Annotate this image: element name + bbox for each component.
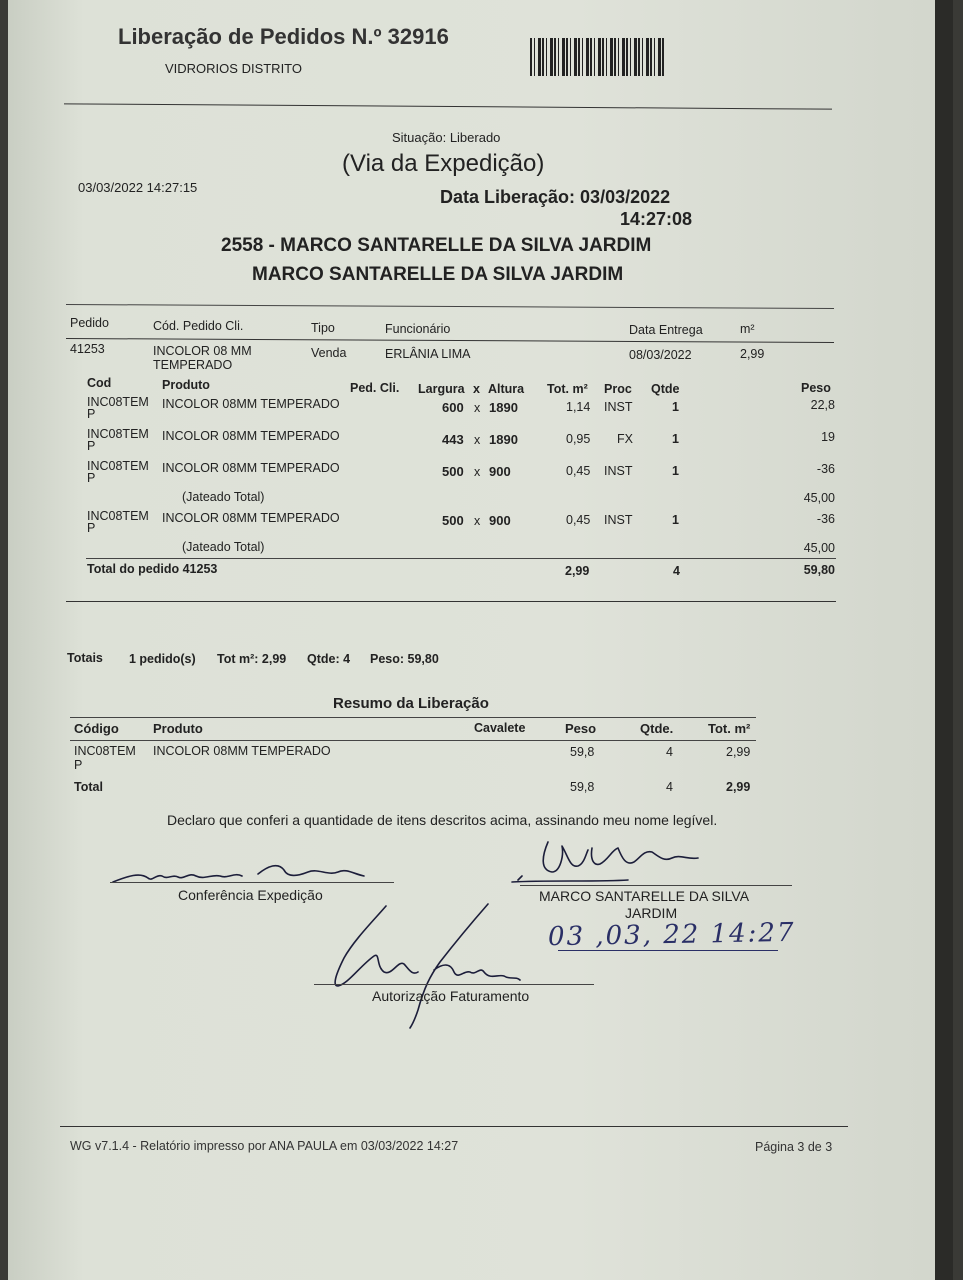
conferencia-line — [110, 882, 394, 883]
item-peso: 22,8 — [810, 398, 835, 412]
document-title: Liberação de Pedidos N.º 32916 — [118, 24, 449, 49]
resumo-qtde: 4 — [666, 745, 673, 759]
items-col-altura: Altura — [488, 382, 525, 396]
handwritten-date: 03 ,03, 22 14:27 — [547, 917, 796, 953]
situacao-text: Situação: Liberado — [392, 130, 501, 145]
col-funcionario: Funcionário — [385, 322, 451, 336]
item-qtde: 1 — [672, 464, 679, 478]
resumo-col-peso: Peso — [565, 721, 597, 736]
print-timestamp: 03/03/2022 14:27:15 — [78, 180, 198, 195]
barcode — [530, 38, 664, 76]
resumo-col-codigo: Código — [74, 721, 119, 736]
item-largura: 500 — [442, 513, 464, 528]
handwritten-date-underline — [558, 950, 778, 951]
item-cod-suffix: P — [87, 439, 96, 453]
resumo-col-totm2: Tot. m² — [708, 721, 751, 736]
resumo-col-cavalete: Cavalete — [474, 721, 526, 735]
resumo-total-peso: 59,8 — [570, 780, 595, 794]
item-qtde: 1 — [672, 432, 679, 446]
item-cod: INC08TEM — [87, 459, 149, 473]
items-col-cod: Cod — [87, 376, 112, 390]
order-bottom-line — [66, 601, 836, 602]
order-tipo: Venda — [311, 346, 347, 360]
item-x: x — [474, 514, 481, 528]
item-cod-suffix: P — [87, 471, 96, 485]
page-edge-shadow — [935, 0, 953, 1280]
item-tot: 0,95 — [566, 432, 591, 446]
item-qtde: 1 — [672, 400, 679, 414]
order-header-line — [66, 338, 834, 343]
resumo-col-qtde: Qtde. — [640, 721, 674, 736]
totais-pedidos: 1 pedido(s) — [129, 652, 196, 666]
order-funcionario: ERLÂNIA LIMA — [385, 347, 471, 361]
company-name: VIDRORIOS DISTRITO — [165, 61, 302, 76]
resumo-total-label: Total — [74, 780, 103, 794]
resumo-total-qtde: 4 — [666, 780, 673, 794]
item-x: x — [474, 433, 481, 447]
via-label: (Via da Expedição) — [342, 150, 545, 177]
client-sig-line1: MARCO SANTARELLE DA SILVA — [539, 888, 750, 904]
order-cod-line1: INCOLOR 08 MM — [153, 344, 252, 358]
col-tipo: Tipo — [311, 321, 335, 335]
resumo-col-produto: Produto — [153, 721, 203, 736]
item-produto: INCOLOR 08MM TEMPERADO — [162, 397, 340, 411]
item-altura: 900 — [489, 513, 511, 528]
autorizacao-signature — [314, 900, 544, 1030]
footer-left: WG v7.1.4 - Relatório impresso por ANA PAULA em 03/03/2022 14:27 — [70, 1139, 459, 1153]
resumo-totm2: 2,99 — [726, 745, 751, 759]
items-col-pedcli: Ped. Cli. — [350, 381, 400, 395]
item-x: x — [474, 401, 481, 415]
header-divider — [64, 103, 832, 109]
conferencia-label: Conferência Expedição — [178, 887, 323, 903]
item-tot: 1,14 — [566, 400, 591, 414]
items-col-qtde: Qtde — [651, 382, 680, 396]
totais-label: Totais — [67, 651, 103, 665]
order-total-line — [86, 558, 836, 559]
items-col-largura: Largura — [418, 382, 465, 396]
item-largura: 500 — [442, 464, 464, 479]
item-tot: 0,45 — [566, 464, 591, 478]
client-line-1: 2558 - MARCO SANTARELLE DA SILVA JARDIM — [221, 235, 652, 256]
item-proc: INST — [604, 464, 633, 478]
col-m2: m² — [740, 322, 755, 336]
item-x: x — [474, 465, 481, 479]
client-line-2: MARCO SANTARELLE DA SILVA JARDIM — [252, 264, 624, 285]
jateado-value: 45,00 — [803, 541, 835, 555]
item-peso: 19 — [821, 430, 835, 444]
item-altura: 1890 — [489, 432, 518, 447]
resumo-top-line — [70, 717, 756, 718]
order-total-label: Total do pedido 41253 — [87, 562, 218, 576]
order-m2: 2,99 — [740, 347, 765, 361]
item-altura: 1890 — [489, 400, 518, 415]
item-peso: -36 — [816, 512, 835, 526]
order-pedido: 41253 — [70, 342, 105, 356]
jateado-value: 45,00 — [803, 491, 835, 505]
items-col-peso: Peso — [801, 381, 831, 395]
col-pedido: Pedido — [70, 316, 109, 330]
item-largura: 443 — [442, 432, 464, 447]
resumo-peso: 59,8 — [570, 745, 595, 759]
item-qtde: 1 — [672, 513, 679, 527]
order-total-qtde: 4 — [673, 564, 680, 578]
item-cod: INC08TEM — [87, 509, 149, 523]
item-peso: -36 — [816, 462, 835, 476]
resumo-codigo: INC08TEM — [74, 744, 136, 758]
item-produto: INCOLOR 08MM TEMPERADO — [162, 511, 340, 525]
totais-m2: Tot m²: 2,99 — [217, 652, 287, 666]
autorizacao-line — [314, 984, 594, 985]
hora-liberacao: 14:27:08 — [620, 209, 693, 229]
data-liberacao: Data Liberação: 03/03/2022 — [440, 187, 671, 207]
item-cod-suffix: P — [87, 521, 96, 535]
item-cod: INC08TEM — [87, 427, 149, 441]
resumo-produto: INCOLOR 08MM TEMPERADO — [153, 744, 331, 758]
items-col-x: x — [473, 382, 480, 396]
order-total-peso: 59,80 — [803, 563, 835, 577]
order-top-line — [66, 304, 834, 309]
item-cod: INC08TEM — [87, 395, 149, 409]
jateado-label: (Jateado Total) — [182, 540, 265, 554]
item-proc: INST — [604, 400, 633, 414]
col-data-entrega: Data Entrega — [629, 323, 703, 337]
items-col-produto: Produto — [162, 378, 210, 392]
item-cod-suffix: P — [87, 407, 96, 421]
order-data-entrega: 08/03/2022 — [629, 348, 692, 362]
declaration-text: Declaro que conferi a quantidade de itens descritos acima, assinando meu nome legível. — [167, 812, 718, 828]
client-sig-line2: JARDIM — [625, 905, 678, 921]
item-largura: 600 — [442, 400, 464, 415]
client-signature — [508, 836, 718, 888]
document-page — [8, 0, 953, 1280]
items-col-proc: Proc — [604, 382, 632, 396]
items-col-totm2: Tot. m² — [547, 382, 588, 396]
order-total-m2: 2,99 — [565, 564, 590, 578]
item-produto: INCOLOR 08MM TEMPERADO — [162, 461, 340, 475]
item-tot: 0,45 — [566, 513, 591, 527]
item-produto: INCOLOR 08MM TEMPERADO — [162, 429, 340, 443]
order-cod-line2: TEMPERADO — [153, 358, 233, 372]
jateado-label: (Jateado Total) — [182, 490, 265, 504]
resumo-title: Resumo da Liberação — [333, 695, 489, 712]
totais-peso: Peso: 59,80 — [370, 652, 439, 666]
item-altura: 900 — [489, 464, 511, 479]
col-cod-pedido: Cód. Pedido Cli. — [153, 319, 244, 333]
item-proc: FX — [617, 432, 633, 446]
footer-line — [60, 1126, 848, 1127]
resumo-total-totm2: 2,99 — [726, 780, 751, 794]
totais-qtde: Qtde: 4 — [307, 652, 351, 666]
client-line — [520, 885, 792, 886]
item-proc: INST — [604, 513, 633, 527]
footer-page-number: Página 3 de 3 — [755, 1140, 833, 1154]
resumo-header-line — [70, 740, 756, 741]
autorizacao-label: Autorização Faturamento — [372, 988, 530, 1004]
resumo-codigo-suffix: P — [74, 758, 83, 772]
